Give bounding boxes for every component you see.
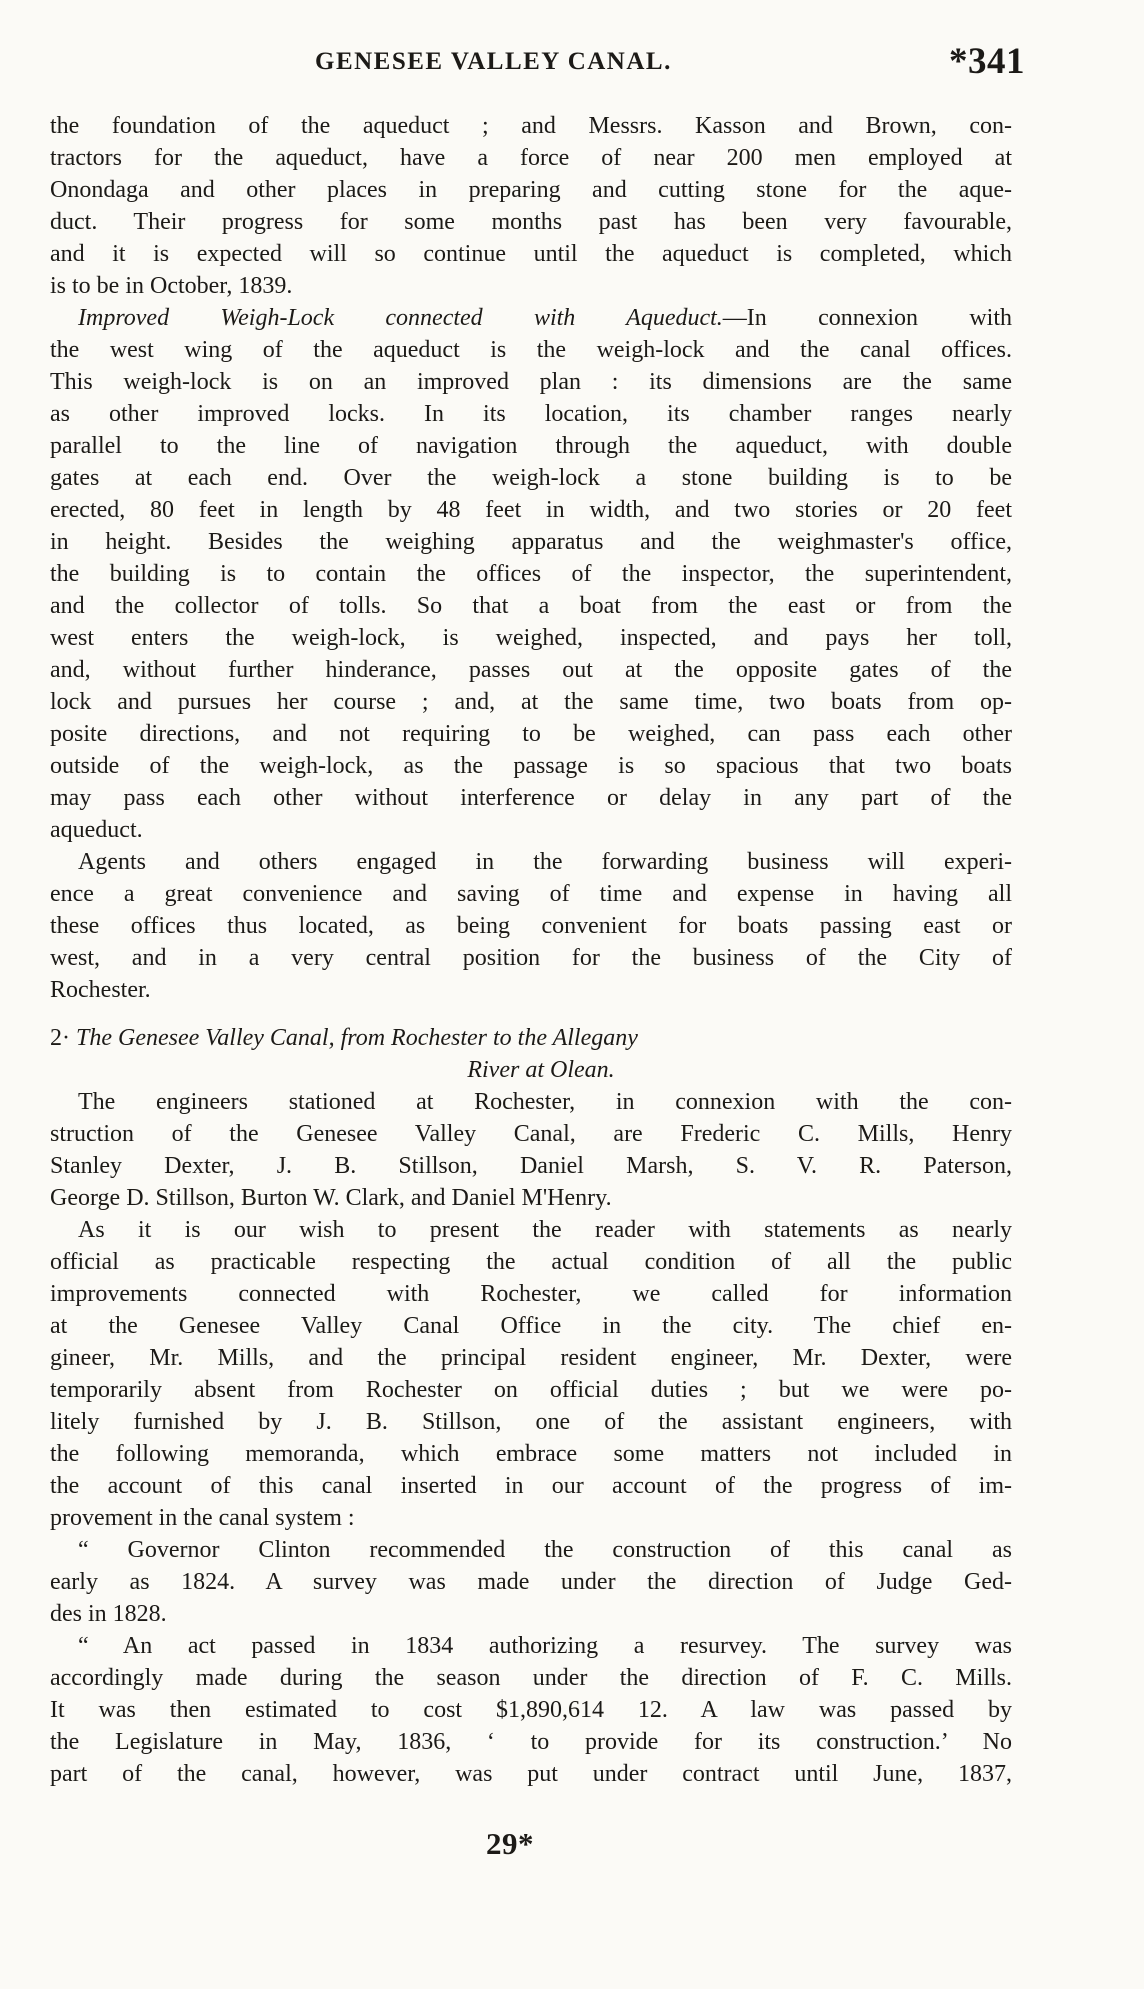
- text-fragment: —In connexion with: [722, 305, 1012, 331]
- text-line: “ An act passed in 1834 authorizing a resurvey. The survey was: [78, 1633, 1012, 1659]
- text-line: west enters the weigh-lock, is weighed, inspected, and pays her toll,: [50, 625, 1012, 651]
- text-line: erected, 80 feet in length by 48 feet in width, and two stories or 20 feet: [50, 497, 1012, 523]
- text-line: part of the canal, however, was put under contract until June, 1837,: [50, 1761, 1012, 1787]
- text-line: This weigh-lock is on an improved plan : its dimensions are the same: [50, 369, 1012, 395]
- text-line: as other improved locks. In its location, its chamber ranges nearly: [50, 401, 1012, 427]
- text-line: Stanley Dexter, J. B. Stillson, Daniel Marsh, S. V. R. Paterson,: [50, 1153, 1012, 1179]
- text-line: The engineers stationed at Rochester, in connexion with the con-: [78, 1089, 1012, 1115]
- text-line: Rochester.: [50, 977, 151, 1003]
- text-line: improvements connected with Rochester, we called for information: [50, 1281, 1012, 1307]
- subheading-weigh-lock: Improved Weigh-Lock connected with Aqueduct.: [78, 305, 723, 331]
- text-line: is to be in October, 1839.: [50, 273, 293, 299]
- signature-mark: 29*: [486, 1826, 534, 1861]
- text-line: the west wing of the aqueduct is the weigh-lock and the canal offices.: [50, 337, 1012, 363]
- section-heading: [50, 1022, 1012, 1054]
- text-line: George D. Stillson, Burton W. Clark, and Daniel M'Henry.: [50, 1185, 612, 1211]
- text-line: As it is our wish to present the reader with statements as nearly: [78, 1217, 1012, 1243]
- text-line: Onondaga and other places in preparing and cutting stone for the aque-: [50, 177, 1012, 203]
- text-line: official as practicable respecting the actual condition of all the public: [50, 1249, 1012, 1275]
- text-line: struction of the Genesee Valley Canal, are Frederic C. Mills, Henry: [50, 1121, 1012, 1147]
- body-text: [50, 110, 1012, 1790]
- text-line: aqueduct.: [50, 817, 143, 843]
- text-line: these offices thus located, as being convenient for boats passing east or: [50, 913, 1012, 939]
- text-line: posite directions, and not requiring to be weighed, can pass each other: [50, 721, 1012, 747]
- text-line: at the Genesee Valley Canal Office in the city. The chief en-: [50, 1313, 1012, 1339]
- text-line: des in 1828.: [50, 1601, 167, 1627]
- text-line: and it is expected will so continue until the aqueduct is completed, which: [50, 241, 1012, 267]
- text-line: the building is to contain the offices of the inspector, the superintendent,: [50, 561, 1012, 587]
- text-line: the foundation of the aqueduct ; and Messrs. Kasson and Brown, con-: [50, 113, 1012, 139]
- text-line: west, and in a very central position for the business of the City of: [50, 945, 1012, 971]
- running-title: GENESEE VALLEY CANAL.: [315, 48, 672, 75]
- page-number: *341: [949, 41, 1025, 82]
- text-line: early as 1824. A survey was made under the direction of Judge Ged-: [50, 1569, 1012, 1595]
- text-line: may pass each other without interference or delay in any part of the: [50, 785, 1012, 811]
- text-line: and the collector of tolls. So that a boat from the east or from the: [50, 593, 1012, 619]
- text-line: provement in the canal system :: [50, 1505, 355, 1531]
- text-line: It was then estimated to cost $1,890,614 12. A law was passed by: [50, 1697, 1012, 1723]
- section-heading-line-2: [50, 1054, 1012, 1086]
- spacer: [50, 1006, 1012, 1022]
- section-title-line-1: The Genesee Valley Canal, from Rochester to the Allegany: [76, 1025, 638, 1051]
- section-title-line-2: River at Olean.: [467, 1057, 615, 1083]
- text-line: temporarily absent from Rochester on official duties ; but we were po-: [50, 1377, 1012, 1403]
- text-line: outside of the weigh-lock, as the passage is so spacious that two boats: [50, 753, 1012, 779]
- text-line: gates at each end. Over the weigh-lock a stone building is to be: [50, 465, 1012, 491]
- text-line: the Legislature in May, 1836, ‘ to provide for its construction.’ No: [50, 1729, 1012, 1755]
- text-line: the following memoranda, which embrace some matters not included in: [50, 1441, 1012, 1467]
- page-header: [50, 40, 1025, 90]
- text-line: the account of this canal inserted in our account of the progress of im-: [50, 1473, 1012, 1499]
- text-line: lock and pursues her course ; and, at the same time, two boats from op-: [50, 689, 1012, 715]
- text-line: in height. Besides the weighing apparatus and the weighmaster's office,: [50, 529, 1012, 555]
- text-line: parallel to the line of navigation through the aqueduct, with double: [50, 433, 1012, 459]
- text-line: litely furnished by J. B. Stillson, one of the assistant engineers, with: [50, 1409, 1012, 1435]
- text-line: “ Governor Clinton recommended the construction of this canal as: [78, 1537, 1012, 1563]
- text-line: tractors for the aqueduct, have a force of near 200 men employed at: [50, 145, 1012, 171]
- text-line: and, without further hinderance, passes out at the opposite gates of the: [50, 657, 1012, 683]
- text-line: ence a great convenience and saving of time and expense in having all: [50, 881, 1012, 907]
- text-line: accordingly made during the season under the direction of F. C. Mills.: [50, 1665, 1012, 1691]
- text-line: Agents and others engaged in the forwarding business will experi-: [78, 849, 1012, 875]
- text-line: duct. Their progress for some months past has been very favourable,: [50, 209, 1012, 235]
- text-line: gineer, Mr. Mills, and the principal resident engineer, Mr. Dexter, were: [50, 1345, 1012, 1371]
- text-line-with-subheading: [50, 302, 1012, 334]
- section-number: 2·: [50, 1025, 70, 1051]
